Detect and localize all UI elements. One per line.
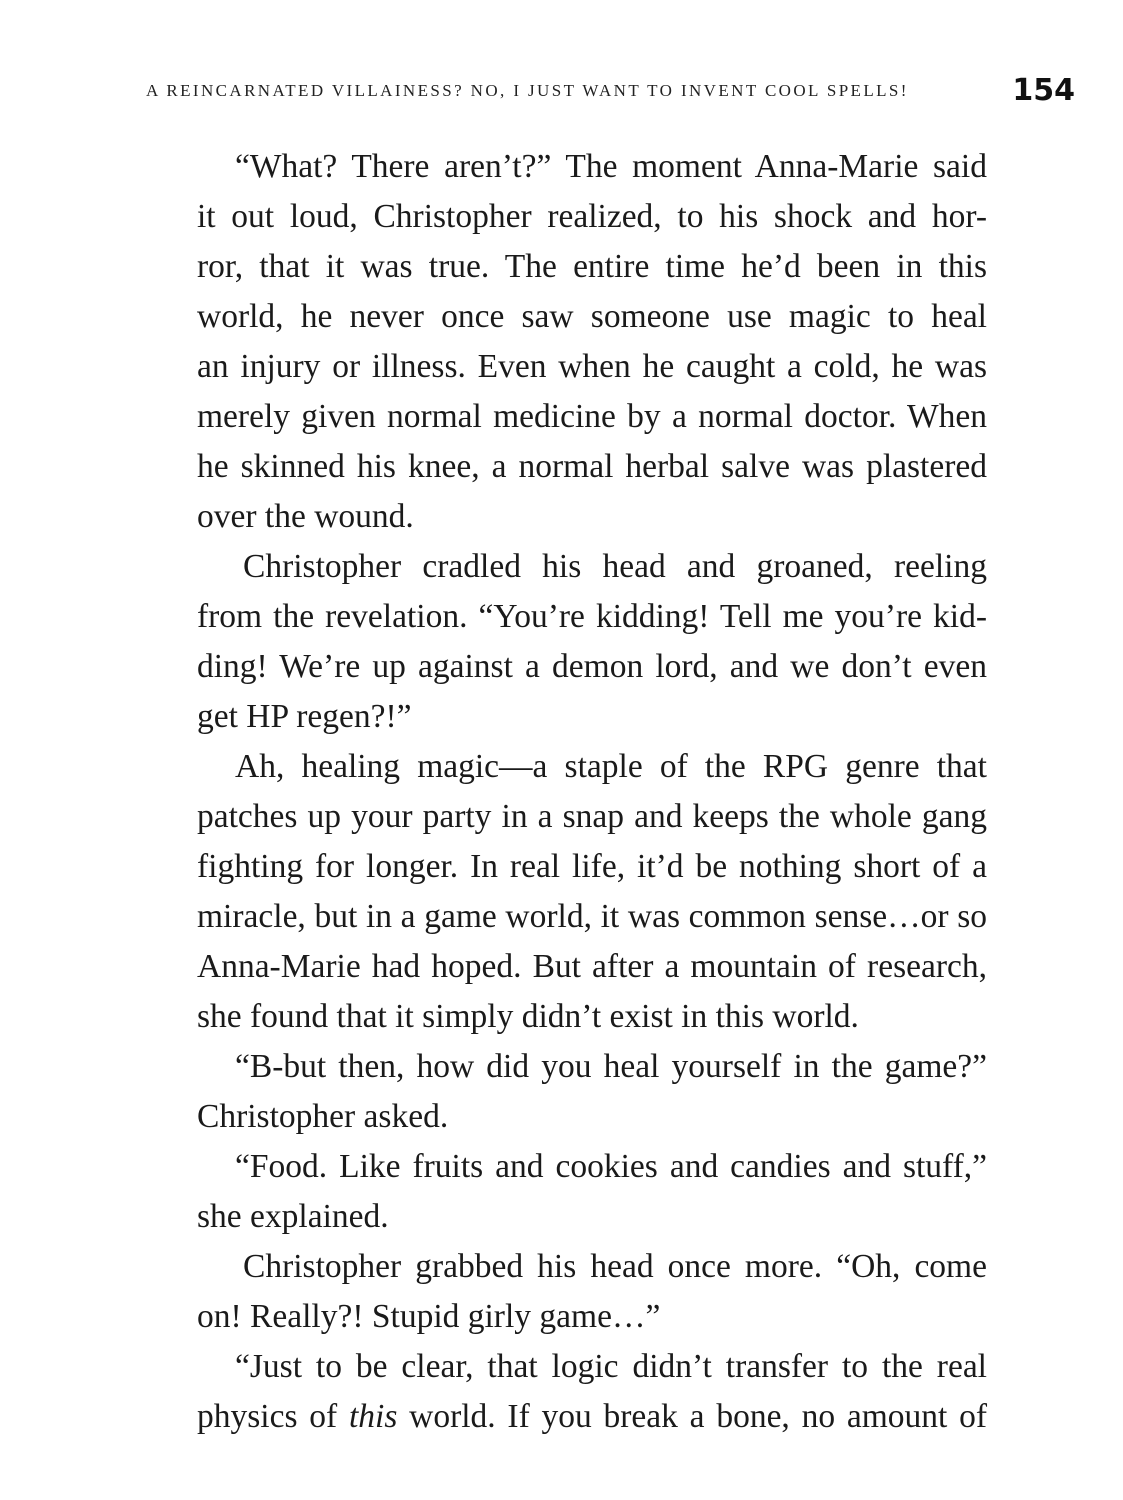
- text-line: from the revelation. “You’re kidding! Tell me you’re kid-: [197, 598, 987, 635]
- text-line: he skinned his knee, a normal herbal salve was plastered: [197, 448, 987, 485]
- text-run: physics of: [197, 1398, 349, 1435]
- paragraph: [197, 1342, 987, 1442]
- text-line: Ah, healing magic—a staple of the RPG genre that: [235, 748, 987, 785]
- text-line: she found that it simply didn’t exist in this world.: [197, 998, 859, 1035]
- text-line: over the wound.: [197, 498, 414, 535]
- text-line: Christopher asked.: [197, 1098, 449, 1135]
- paragraph: [197, 1242, 987, 1342]
- text-line: Christopher grabbed his head once more. “Oh, come: [243, 1248, 987, 1285]
- text-line: it out loud, Christopher realized, to his shock and hor-: [197, 198, 987, 235]
- text-line: she explained.: [197, 1198, 389, 1235]
- paragraph: [197, 142, 987, 542]
- paragraph: [197, 1042, 987, 1142]
- text-line: get HP regen?!”: [197, 698, 412, 735]
- text-line: [197, 1392, 987, 1442]
- text-line: “Food. Like fruits and cookies and candies and stuff,”: [235, 1148, 987, 1185]
- paragraph: [197, 1142, 987, 1242]
- text-run: world. If you break a bone, no amount of: [397, 1398, 988, 1435]
- page-number: 154: [1012, 73, 1075, 108]
- text-line: an injury or illness. Even when he caught a cold, he was: [197, 348, 987, 385]
- text-line: ror, that it was true. The entire time he’d been in this: [197, 248, 987, 285]
- paragraph: [197, 542, 987, 742]
- text-line: Christopher cradled his head and groaned, reeling: [243, 548, 987, 585]
- running-title: A REINCARNATED VILLAINESS? NO, I JUST WANT TO INVENT COOL SPELLS!: [146, 81, 909, 100]
- text-line: “Just to be clear, that logic didn’t transfer to the real: [235, 1348, 987, 1385]
- text-line: world, he never once saw someone use magic to heal: [197, 298, 987, 335]
- text-line: on! Really?! Stupid girly game…”: [197, 1298, 661, 1335]
- text-line: miracle, but in a game world, it was common sense…or so: [197, 898, 987, 935]
- text-line: “B-but then, how did you heal yourself in the game?”: [235, 1048, 987, 1085]
- text-line: Anna-Marie had hoped. But after a mountain of research,: [197, 948, 987, 985]
- paragraph: [197, 742, 987, 1042]
- emphasis-text: this: [348, 1398, 398, 1435]
- text-line: merely given normal medicine by a normal doctor. When: [197, 398, 987, 435]
- text-line: fighting for longer. In real life, it’d be nothing short of a: [197, 848, 987, 885]
- text-line: “What? There aren’t?” The moment Anna-Marie said: [235, 148, 987, 185]
- text-line: ding! We’re up against a demon lord, and we don’t even: [197, 648, 987, 685]
- text-line: patches up your party in a snap and keeps the whole gang: [197, 798, 987, 835]
- body-text: [197, 142, 987, 1442]
- page-header: [0, 73, 1123, 108]
